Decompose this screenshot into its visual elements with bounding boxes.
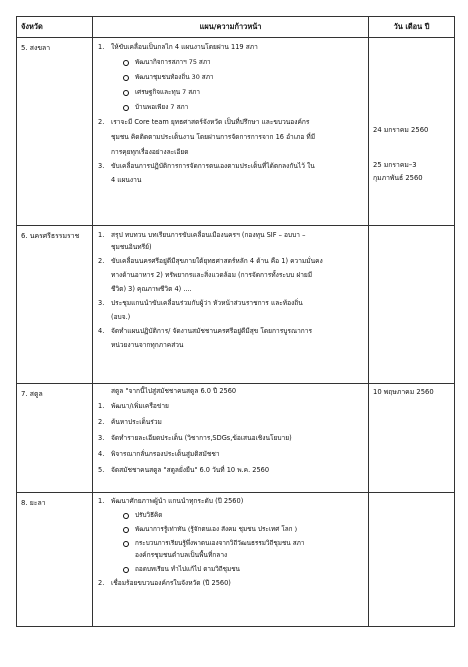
sub-item-text: พัฒนาการรู้เท่าทัน (รู้จักตนเอง สังคม ชุมชน ประเทศ โลก ) xyxy=(135,525,298,533)
plan-cell xyxy=(93,38,369,226)
list-marker: 2. xyxy=(98,579,105,587)
date-text: 25 มกราคม–3 xyxy=(373,161,417,169)
list-marker: 2. xyxy=(98,118,105,126)
plan-line: การคุยทุกเรื่องอย่างละเอียด xyxy=(111,148,189,156)
plan-cell xyxy=(93,493,369,627)
list-marker: 1. xyxy=(98,497,105,505)
bullet-icon xyxy=(123,567,129,573)
date-text: 24 มกราคม 2560 xyxy=(373,126,429,134)
bullet-icon xyxy=(123,513,129,519)
plan-line: ประชุมแกนนำขับเคลื่อนร่วมกับผู้ว่า หัวหน้าส่วนราชการ และท้องถิ่น xyxy=(111,299,303,307)
sub-item-text: ปรับวิธีคิด xyxy=(135,511,163,519)
list-marker: 2. xyxy=(98,257,105,265)
list-marker: 3. xyxy=(98,299,105,307)
list-marker: 2. xyxy=(98,418,105,426)
plan-line: พิจารณากลั่นกรองประเด็นสู่มติสมัชชา xyxy=(111,450,220,458)
table-row-yala xyxy=(17,493,455,627)
sub-item-text: ถอดบทเรียน ทำไปแก้ไป ตามวิถีชุมชน xyxy=(135,565,240,573)
plan-cell xyxy=(93,226,369,384)
plan-line: ให้ขับเคลื่อนเป็นกลไก 4 แผนงานโดยผ่าน 119 สภา xyxy=(111,43,258,51)
plan-line: พัฒนาศักยภาพผู้นำ แกนนำทุกระดับ (ปี 2560) xyxy=(111,497,244,505)
bullet-icon xyxy=(123,541,129,547)
sub-item-text: บ้านพอเพียง 7 สภา xyxy=(135,103,189,111)
table-row-songkhla xyxy=(17,38,455,226)
date-cell xyxy=(369,384,455,493)
plan-line: องค์กรชุมชนตำบลเป็นพื้นที่กลาง xyxy=(135,551,228,559)
date-cell xyxy=(369,226,455,384)
bullet-icon xyxy=(123,75,129,81)
bullet-icon xyxy=(123,60,129,66)
bullet-icon xyxy=(123,527,129,533)
table-body xyxy=(17,38,455,627)
plan-line: ชีวิต) 3) คุณภาพชีวิต 4) .... xyxy=(111,285,192,293)
plan-table xyxy=(16,16,455,627)
header-date: วัน เดือน ปี xyxy=(369,17,455,38)
list-marker: 3. xyxy=(98,434,105,442)
sub-item-text: กระบวนการเรียนรู้พึ่งพาตนเองจากวิถีวัฒนธรรมวิถีชุมชน สภา xyxy=(135,539,305,547)
province-cell: 5. สงขลา xyxy=(17,38,93,226)
plan-line: จัดทำแผนปฏิบัติการ/ จัดงานสมัชชานครศรีอยู่ดีมีสุข โดยการบูรณาการ xyxy=(111,327,313,335)
plan-line: ขับเคลื่อนนครศรีอยู่ดีมีสุขภายใต้ยุทธศาสตร์หลัก 4 ด้าน คือ 1) ความมั่นคง xyxy=(111,257,323,265)
province-cell: 6. นครศรีธรรมราช xyxy=(17,226,93,384)
sub-item-text: พัฒนาชุมชนท้องถิ่น 30 สภา xyxy=(135,73,214,81)
plan-line: ชุมชนอินทรีย์) xyxy=(111,243,152,251)
plan-line: สตูล "จากนี้ไปสู่สมัชชาคนสตูล 6.0 ปี 2560 xyxy=(111,387,237,395)
plan-cell xyxy=(93,384,369,493)
sub-item-text: เศรษฐกิจและทุน 7 สภา xyxy=(135,88,200,96)
table-row-satun xyxy=(17,384,455,493)
plan-line: ชุมชน คิดติดตามประเด็นงาน โดยผ่านการจัดการการจาก 16 อำเภอ ที่มี xyxy=(111,133,316,141)
plan-line: 4 แผนงาน xyxy=(111,176,142,184)
list-marker: 3. xyxy=(98,162,105,170)
plan-line: ค้นหาประเด็นร่วม xyxy=(111,418,162,426)
province-cell: 8. ยะลา xyxy=(17,493,93,627)
plan-line: (อบจ.) xyxy=(111,313,131,321)
bullet-icon xyxy=(123,105,129,111)
list-marker: 4. xyxy=(98,450,105,458)
plan-line: จัดทำรายละเอียดประเด็น (วิชาการ,SDGs,ข้อเสนอเชิงนโยบาย) xyxy=(111,434,292,442)
sub-item-text: พัฒนากิจการสภาฯ 75 สภา xyxy=(135,58,211,66)
header-plan: แผน/ความก้าวหน้า xyxy=(93,17,369,38)
date-cell xyxy=(369,38,455,226)
plan-line: สรุป ทบทวน บทเรียนการขับเคลื่อนเมืองนครฯ (กองทุน SIF – อบบา – xyxy=(111,231,306,239)
province-cell: 7. สตูล xyxy=(17,384,93,493)
list-marker: 1. xyxy=(98,231,105,239)
date-cell xyxy=(369,493,455,627)
plan-line: จัดสมัชชาคนสตูล "สตูลยั่งยืน" 6.0 วันที่ 10 พ.ค. 2560 xyxy=(111,466,270,474)
plan-line: ทางด้านอาหาร 2) ทรัพยากรและสิ่งแวดล้อม (การจัดการทั้งระบบ ฝายมี xyxy=(111,271,313,279)
list-marker: 1. xyxy=(98,402,105,410)
plan-line: พัฒนา/เพิ่มเครือข่าย xyxy=(111,402,169,410)
plan-line: ขับเคลื่อนการปฏิบัติการการจัดการตนเองตามประเด็นที่ได้ตกลงกันไว้ ใน xyxy=(111,162,315,170)
table-row-nakhon-si-thammarat xyxy=(17,226,455,384)
plan-line: หน่วยงานจากทุกภาคส่วน xyxy=(111,341,184,349)
plan-line: เชื่อมร้อยขบวนองค์กรในจังหวัด (ปี 2560) xyxy=(111,579,231,587)
header-province: จังหวัด xyxy=(17,17,93,38)
list-marker: 1. xyxy=(98,43,105,51)
bullet-icon xyxy=(123,90,129,96)
list-marker: 4. xyxy=(98,327,105,335)
date-text: กุมภาพันธ์ 2560 xyxy=(373,174,423,182)
list-marker: 5. xyxy=(98,466,105,474)
date-text: 10 พฤษภาคม 2560 xyxy=(373,388,434,396)
plan-line: เราจะมี Core team ยุทธศาสตร์จังหวัด เป็นที่ปรึกษา และขบวนองค์กร xyxy=(111,118,310,126)
table-header-row xyxy=(17,17,455,38)
